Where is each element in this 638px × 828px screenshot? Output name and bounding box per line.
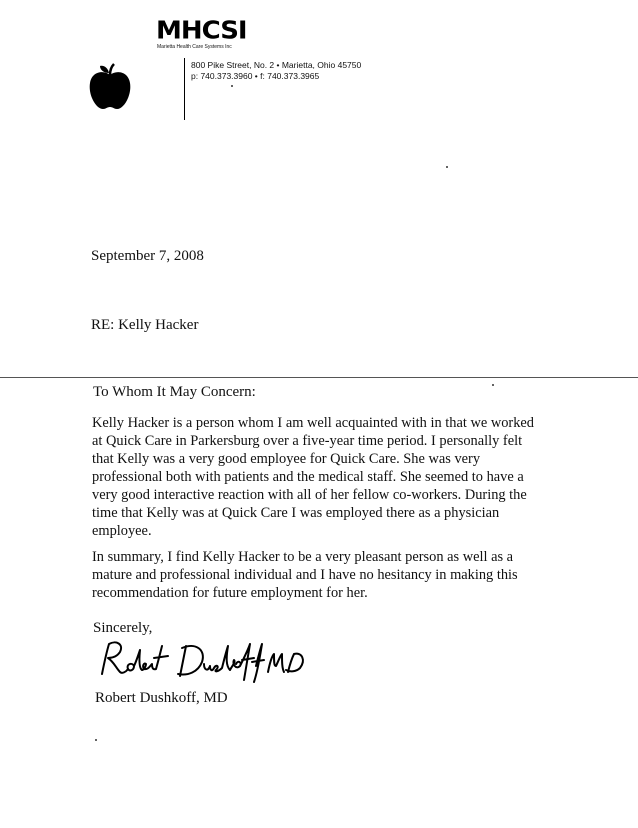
paragraph-line: professional both with patients and the medical staff. She seemed to have a xyxy=(92,469,524,485)
handwritten-signature xyxy=(96,636,306,686)
letterhead-address: 800 Pike Street, No. 2 • Marietta, Ohio 45750 xyxy=(191,60,362,70)
letter-paragraph-1 xyxy=(92,414,562,540)
apple-icon xyxy=(88,62,132,112)
paragraph-line: recommendation for future employment for her. xyxy=(92,585,368,601)
letter-date: September 7, 2008 xyxy=(91,248,204,264)
paragraph-line: time that Kelly was at Quick Care I was employed there as a physician xyxy=(92,505,500,521)
signer-name: Robert Dushkoff, MD xyxy=(95,690,228,706)
paragraph-line: employee. xyxy=(92,523,152,539)
scan-speck xyxy=(492,384,494,386)
paragraph-line: In summary, I find Kelly Hacker to be a very pleasant person as well as a xyxy=(92,549,514,565)
paragraph-line: very good interactive reaction with all of her fellow co-workers. During the xyxy=(92,487,527,503)
letterhead-divider xyxy=(184,58,185,120)
scan-speck xyxy=(231,85,233,87)
scan-speck xyxy=(95,739,97,741)
letter-paragraph-2 xyxy=(92,548,562,602)
signature-lettering: Robert Dushkoff MD xyxy=(96,636,105,637)
company-logo: MHCSI xyxy=(156,16,247,46)
paragraph-line: that Kelly was a very good employee for Quick Care. She was very xyxy=(92,451,481,467)
paragraph-line: Kelly Hacker is a person whom I am well acquainted with in that we worked xyxy=(92,415,534,431)
letter-subject: RE: Kelly Hacker xyxy=(91,317,199,333)
letter-salutation: To Whom It May Concern: xyxy=(93,384,256,400)
paragraph-line: at Quick Care in Parkersburg over a five-year time period. I personally felt xyxy=(92,433,523,449)
letter-closing: Sincerely, xyxy=(93,620,153,636)
letterhead-phone-fax: p: 740.373.3960 • f: 740.373.3965 xyxy=(191,71,320,81)
scan-speck xyxy=(446,166,448,168)
scan-fold-line xyxy=(0,377,638,378)
paragraph-line: mature and professional individual and I have no hesitancy in making this xyxy=(92,567,518,583)
company-name: Marietta Health Care Systems Inc xyxy=(157,44,232,50)
